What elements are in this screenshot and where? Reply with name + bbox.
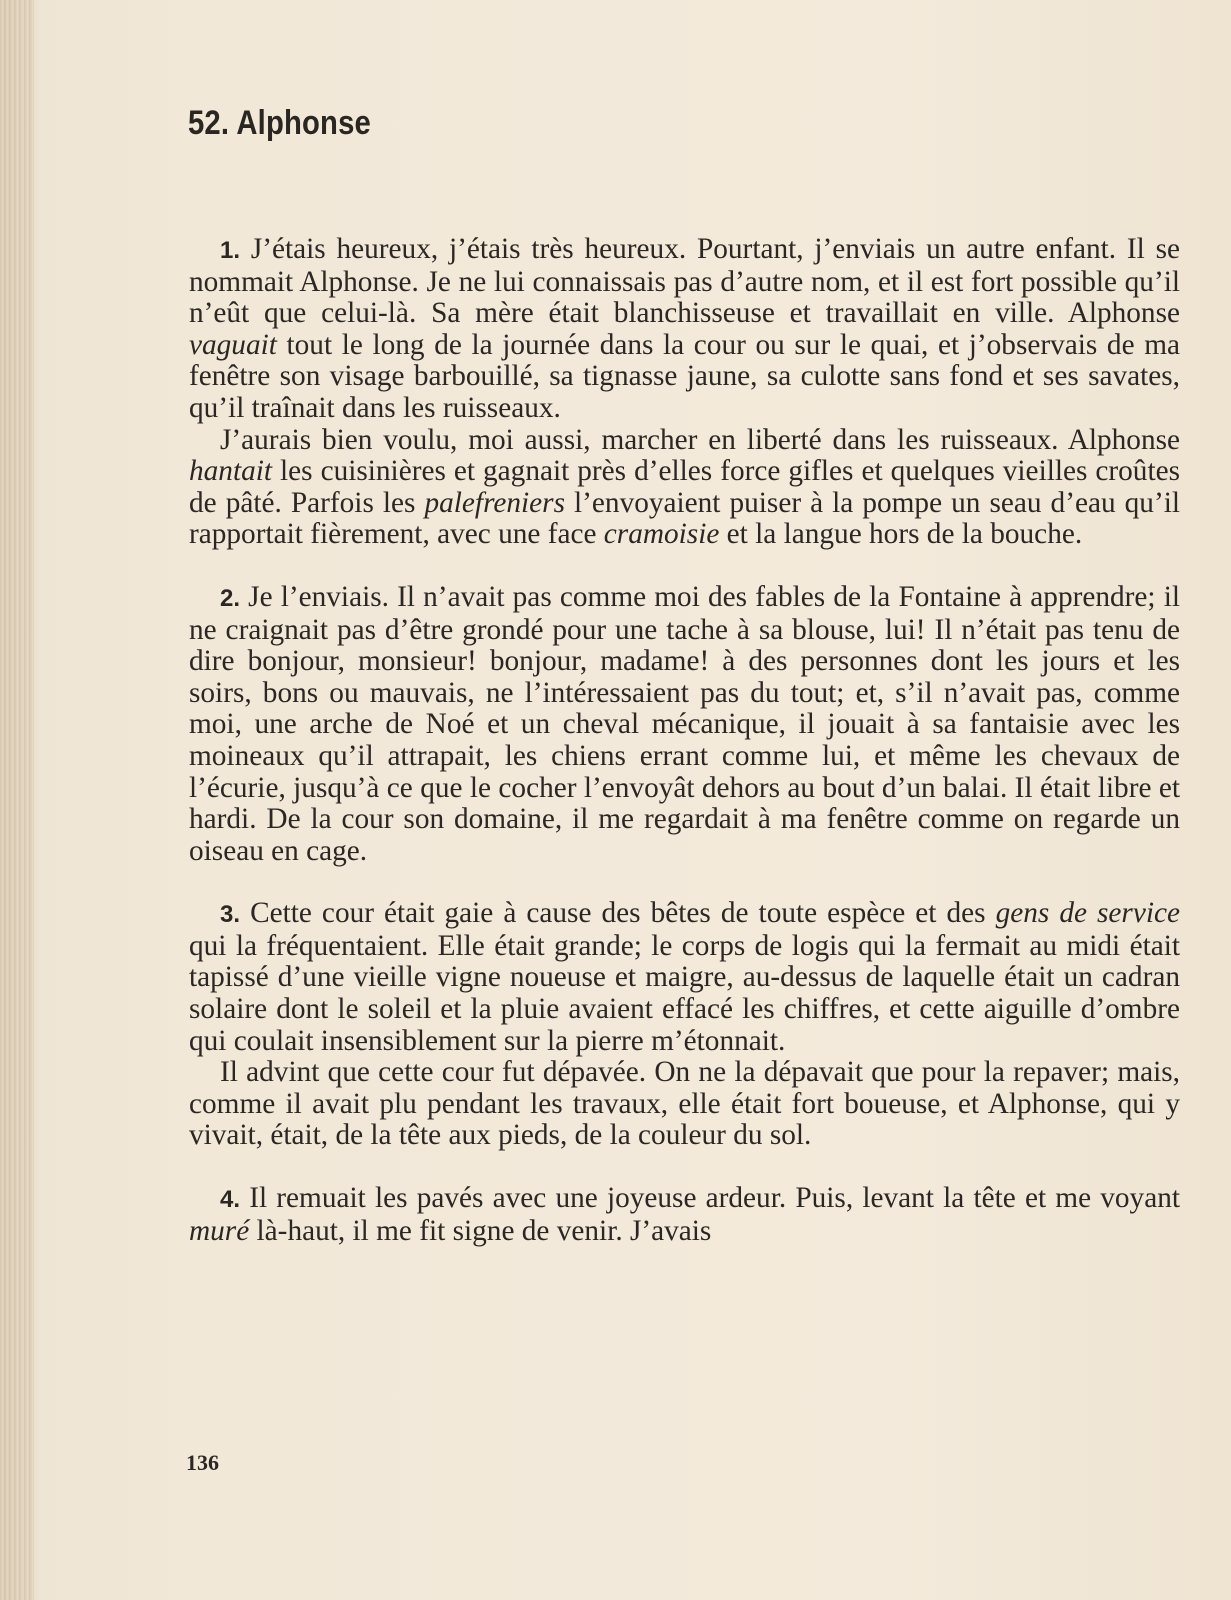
text-run: l’envoyaient puiser à la pompe un seau d’eau qu’il rapportait fièrement, avec une face [189,486,1180,551]
paragraph [189,1183,1180,1247]
paragraph [189,582,1180,867]
section-number: 2. [220,584,241,612]
text-run: J’étais heureux, j’étais très heureux. Pourtant, j’enviais un autre enfant. Il se nommait Alphonse. Je ne lui connaissais pas d’autre nom, et il est fort possible qu’il n’eût que celui-là. Sa mère était blanchisseuse et travaillait en ville. Alphonse [189,233,1180,330]
italic-term: cramoisie [603,518,720,551]
paragraph [189,234,1180,425]
italic-term: muré [189,1214,250,1247]
paragraph [189,1057,1180,1152]
book-spine-edge [0,0,34,1600]
italic-term: vaguait [189,328,277,361]
italic-term: palefreniers [424,486,565,519]
text-run: Il remuait les pavés avec une joyeuse ardeur. Puis, levant la tête et me voyant [240,1182,1180,1215]
text-run: Cette cour était gaie à cause des bêtes de toute espèce et des [240,897,996,930]
section-number: 4. [220,1186,241,1214]
italic-term: gens de service [995,897,1180,930]
body-text [189,234,1180,1247]
page-number: 136 [186,1450,219,1475]
text-run: qui la fréquentaient. Elle était grande; le corps de logis qui la fermait au midi était tapissé d’une vieille vigne noueuse et maigre, au-dessus de laquelle était un cadran solaire dont le soleil et la pluie avaient effacé les chiffres, et cette aiguille d’ombre qui coulait insensiblement sur la pierre m’étonnait. [189,929,1180,1057]
text-run: Il advint que cette cour fut dépavée. On ne la dépavait que pour la repaver; mais, comme il avait plu pendant les travaux, elle était fort boueuse, et Alphonse, qui y vivait, était, de la tête aux pieds, de la couleur du sol. [189,1056,1180,1152]
paragraph [189,898,1180,1057]
text-run: Je l’enviais. Il n’avait pas comme moi des fables de la Fontaine à apprendre; il ne craignait pas d’être grondé pour une tache à sa blouse, lui! Il n’était pas tenu de dire bonjour, monsieur! bonjour, madame! à des personnes dont les jours et les soirs, bons ou mauvais, ne l’intéressaient pas du tout; et, s’il n’avait pas, comme moi, une arche de Noé et un cheval mécanique, il jouait à sa fantaisie avec les moineaux qu’il attrapait, les chiens errant comme lui, et même les chevaux de l’écurie, jusqu’à ce que le cocher l’envoyât dehors au bout d’un balai. Il était libre et hardi. De la cour son domaine, il me regardait à ma fenêtre comme on regarde un oiseau en cage. [189,580,1180,867]
section-number: 3. [220,901,241,929]
text-run: les cuisinières et gagnait près d’elles force gifles et quelques vieilles croûtes de pâté. Parfois les [189,455,1180,519]
text-run: tout le long de la journée dans la cour ou sur le quai, et j’observais de ma fenêtre son visage barbouillé, sa tignasse jaune, sa culotte sans fond et ses savates, qu’il traînait dans les ruisseaux. [189,328,1180,424]
text-run: J’aurais bien voulu, moi aussi, marcher en liberté dans les ruisseaux. Alphonse [220,423,1180,456]
text-run: là-haut, il me fit signe de venir. J’avais [249,1214,712,1247]
paragraph [189,425,1180,551]
italic-term: hantait [189,455,273,488]
section-number: 1. [220,237,241,264]
chapter-title: 52. Alphonse [188,104,371,142]
text-run: et la langue hors de la bouche. [719,518,1083,551]
